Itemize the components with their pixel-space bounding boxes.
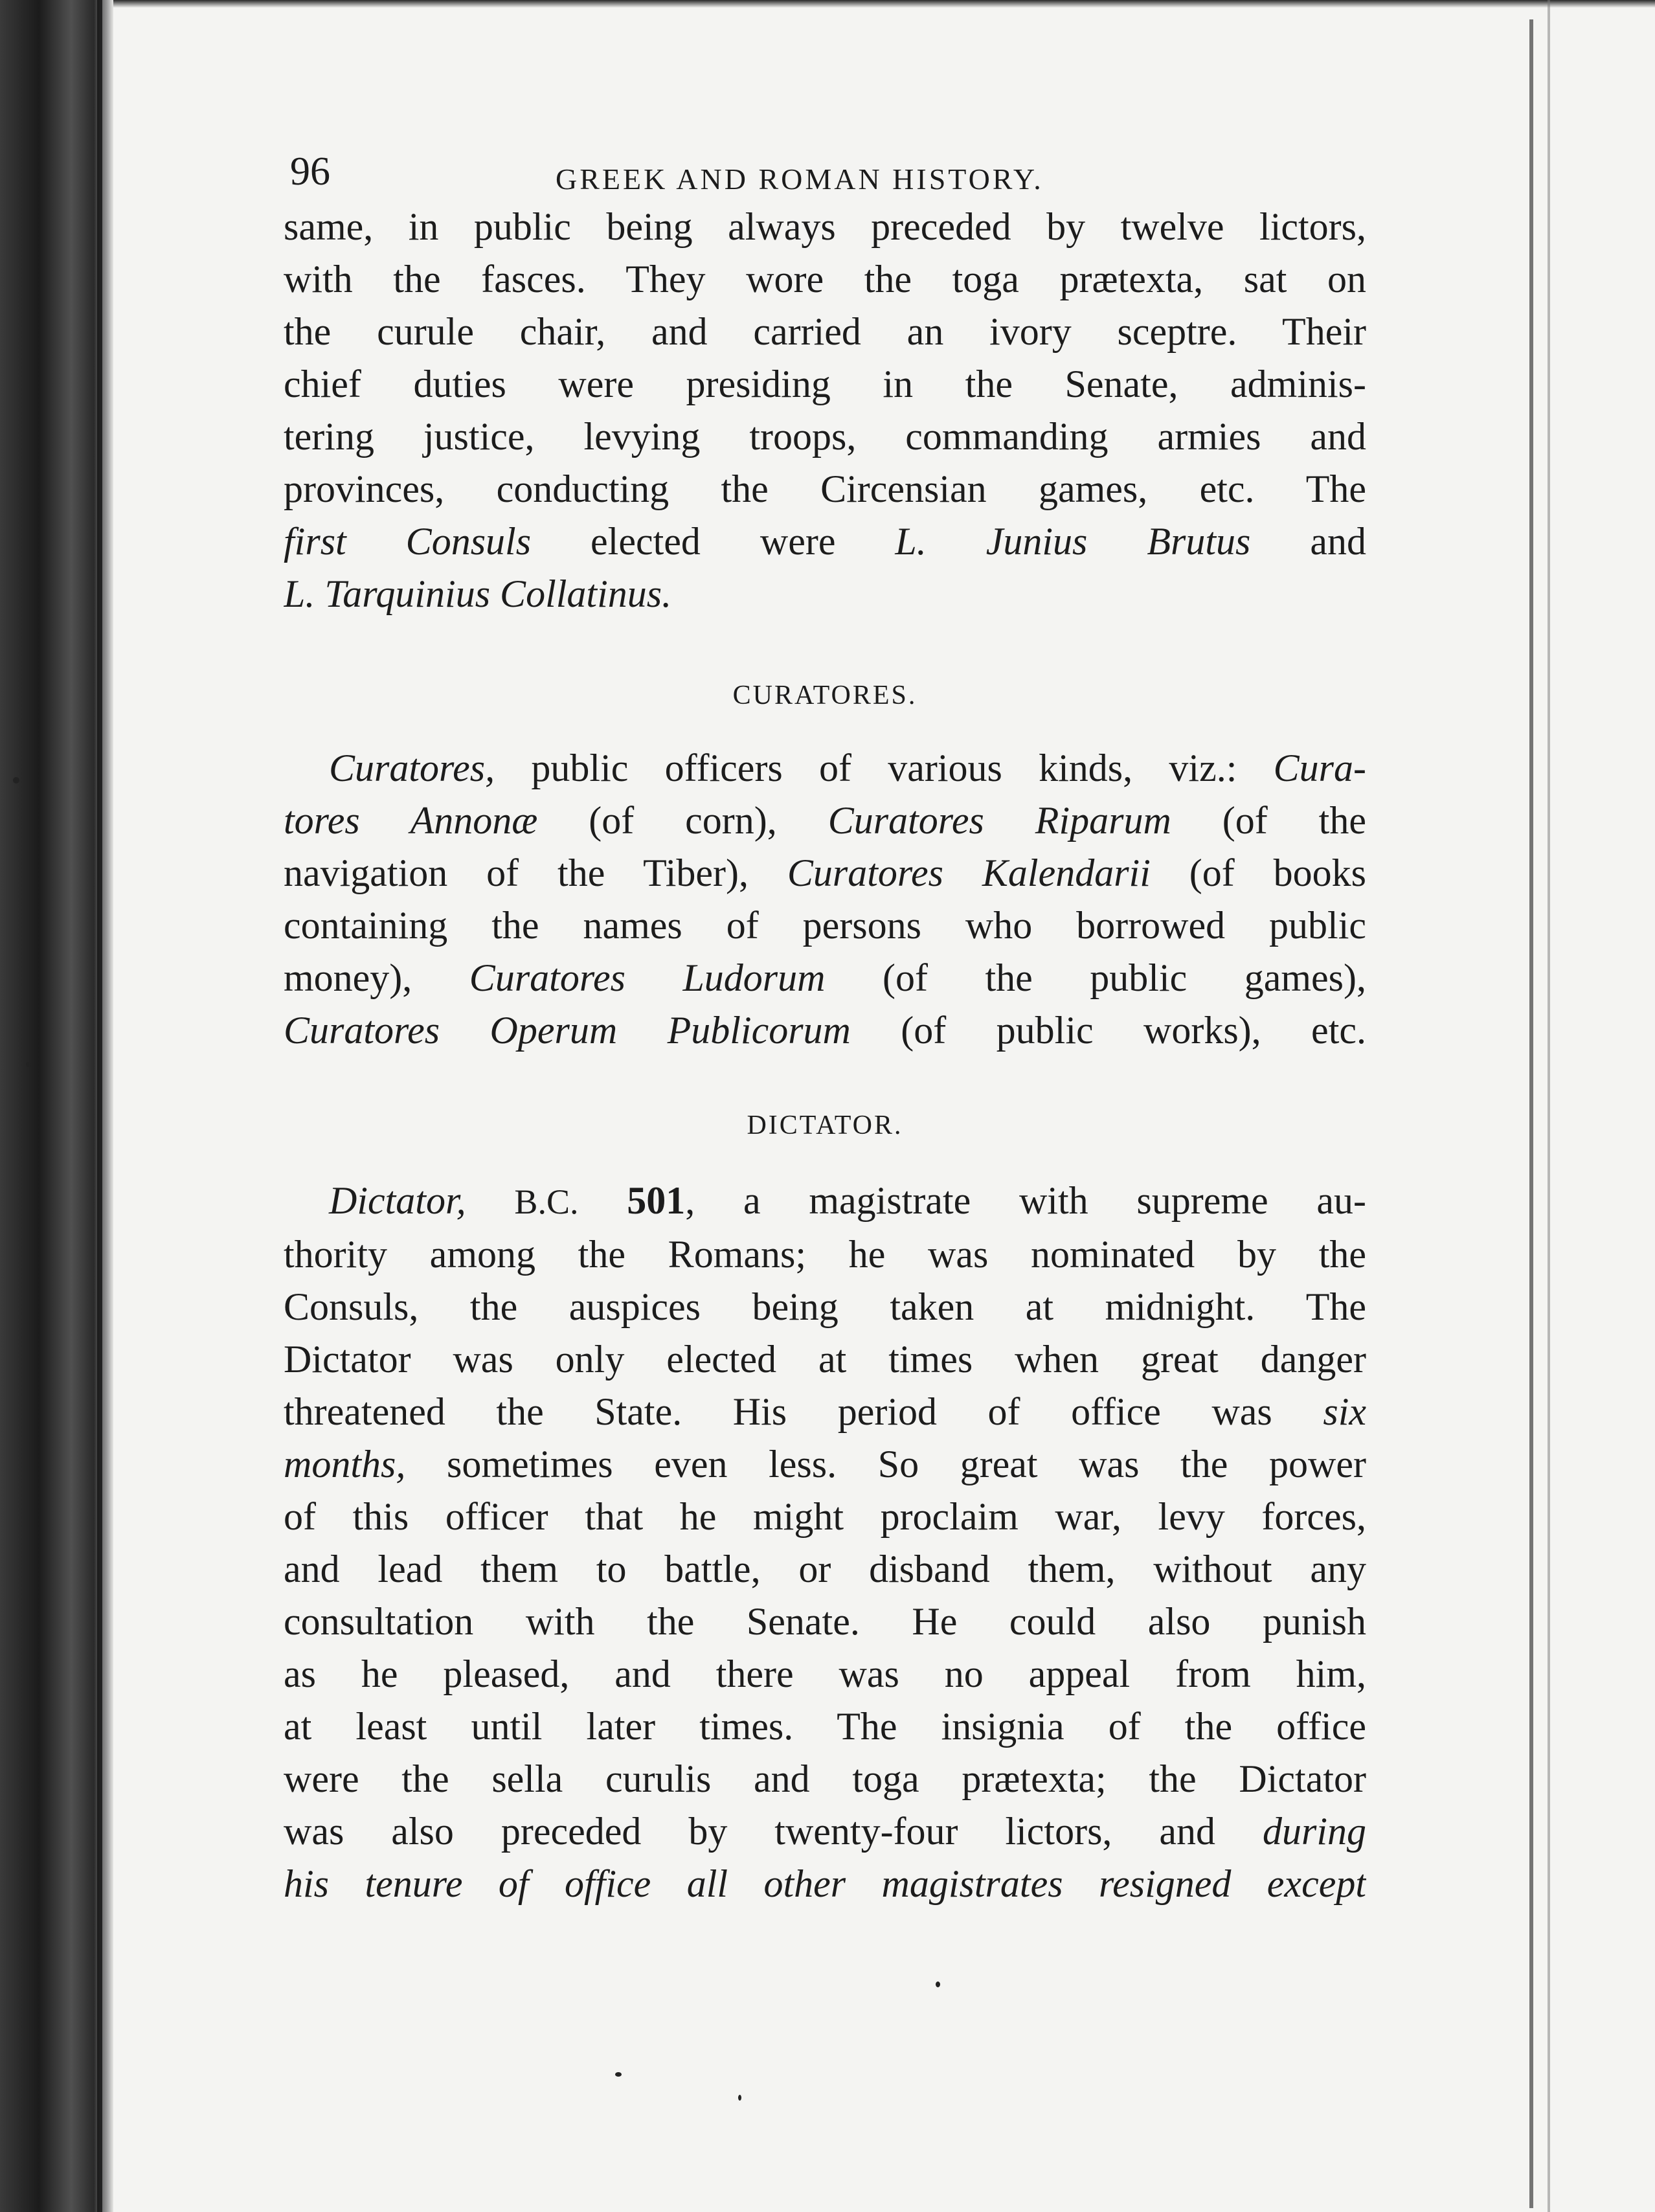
- italic-phrase: L. Tarquinius Collatinus.: [284, 572, 672, 615]
- text-line: same, in public being always preceded by twelve lictors,: [284, 205, 1366, 248]
- book-gutter: [0, 0, 113, 2212]
- scan-speck: [13, 777, 19, 784]
- year-number: 501: [627, 1179, 686, 1222]
- text-run: public officers of various kinds, viz.:: [495, 747, 1274, 789]
- text-line: [284, 568, 1366, 620]
- paragraph-dictator: [284, 1175, 1366, 1910]
- text-run: elected were: [531, 520, 895, 563]
- italic-phrase: L. Junius Brutus: [895, 520, 1251, 563]
- text-run: and: [1250, 520, 1366, 563]
- italic-phrase: first Consuls: [284, 520, 532, 563]
- section-heading-dictator: DICTATOR.: [747, 1111, 903, 1140]
- text-run: , a magistrate with supreme au-: [685, 1179, 1366, 1222]
- text-line: consultation with the Senate. He could also punish: [284, 1600, 1366, 1643]
- running-head-title: GREEK AND ROMAN HISTORY.: [556, 163, 1044, 196]
- binding-line: [97, 0, 102, 2212]
- italic-phrase: Dictator,: [329, 1179, 466, 1222]
- text-line: [284, 1386, 1366, 1438]
- text-line: with the fasces. They wore the toga prætexta, sat on: [284, 258, 1366, 300]
- text-line: [284, 742, 1366, 795]
- text-run: (of public works), etc.: [850, 1009, 1366, 1052]
- scan-speck: [26, 1062, 31, 1067]
- paragraph-consuls: [284, 201, 1366, 620]
- text-run: (of the public games),: [825, 956, 1366, 999]
- text-line: provinces, conducting the Circensian games, etc. The: [284, 468, 1366, 510]
- text-line: thority among the Romans; he was nominated by the: [284, 1233, 1366, 1276]
- running-head: [284, 130, 1366, 201]
- text-line: [284, 1858, 1366, 1910]
- section-heading-curatores: CURATORES.: [732, 681, 918, 710]
- text-line: containing the names of persons who borrowed public: [284, 904, 1366, 947]
- text-line: chief duties were presiding in the Senate, adminis-: [284, 363, 1366, 405]
- italic-phrase: Cura-: [1273, 747, 1366, 789]
- text-line: [284, 952, 1366, 1004]
- text-line: Consuls, the auspices being taken at midnight. The: [284, 1285, 1366, 1328]
- text-line: the curule chair, and carried an ivory sceptre. Their: [284, 310, 1366, 353]
- text-line: [284, 1004, 1366, 1057]
- text-line: at least until later times. The insignia of the office: [284, 1705, 1366, 1748]
- page-top-edge: [113, 0, 1655, 8]
- text-line: Dictator was only elected at times when great danger: [284, 1338, 1366, 1381]
- text-line: of this officer that he might proclaim war, levy forces,: [284, 1495, 1366, 1538]
- italic-phrase: six: [1323, 1390, 1366, 1433]
- text-run: sometimes even less. So great was the power: [405, 1443, 1366, 1485]
- text-run: (of books: [1150, 852, 1366, 894]
- text-line: [284, 1805, 1366, 1858]
- text-line: were the sella curulis and toga prætexta; the Dictator: [284, 1757, 1366, 1800]
- text-run: navigation of the Tiber),: [284, 852, 787, 894]
- text-run: money),: [284, 956, 469, 999]
- text-run: was also preceded by twenty-four lictors, and: [284, 1810, 1263, 1853]
- page-right-edge-shadow: [1548, 0, 1550, 2212]
- italic-phrase: his tenure of office all other magistrates resigned except: [284, 1862, 1366, 1905]
- page-right-edge: [1529, 19, 1533, 2208]
- italic-phrase: Curatores Riparum: [828, 799, 1171, 842]
- italic-phrase: Curatores,: [329, 747, 495, 789]
- text-run: (of the: [1171, 799, 1366, 842]
- text-run: threatened the State. His period of office was: [284, 1390, 1323, 1433]
- text-line: [284, 515, 1366, 568]
- text-line: tering justice, levying troops, commanding armies and: [284, 415, 1366, 458]
- scan-speck: [738, 2095, 741, 2101]
- italic-phrase: during: [1262, 1810, 1366, 1853]
- text-line: and lead them to battle, or disband them, without any: [284, 1548, 1366, 1590]
- italic-phrase: Curatores Kalendarii: [787, 852, 1151, 894]
- text-line: [284, 795, 1366, 847]
- text-line: as he pleased, and there was no appeal from him,: [284, 1653, 1366, 1695]
- italic-phrase: months,: [284, 1443, 406, 1485]
- text-line: [284, 1438, 1366, 1491]
- italic-phrase: tores Annonæ: [284, 799, 538, 842]
- page-number: 96: [290, 150, 330, 194]
- text-run: (of corn),: [537, 799, 828, 842]
- text-line: [284, 1175, 1366, 1228]
- book-page: [284, 130, 1366, 1910]
- italic-phrase: Curatores Operum Publicorum: [284, 1009, 851, 1052]
- scan-speck: [615, 2072, 622, 2077]
- italic-phrase: Curatores Ludorum: [469, 956, 826, 999]
- text-line: [284, 847, 1366, 899]
- era-abbreviation: B.C.: [514, 1182, 579, 1221]
- scan-speck: [936, 1981, 940, 1987]
- paragraph-curatores: [284, 742, 1366, 1057]
